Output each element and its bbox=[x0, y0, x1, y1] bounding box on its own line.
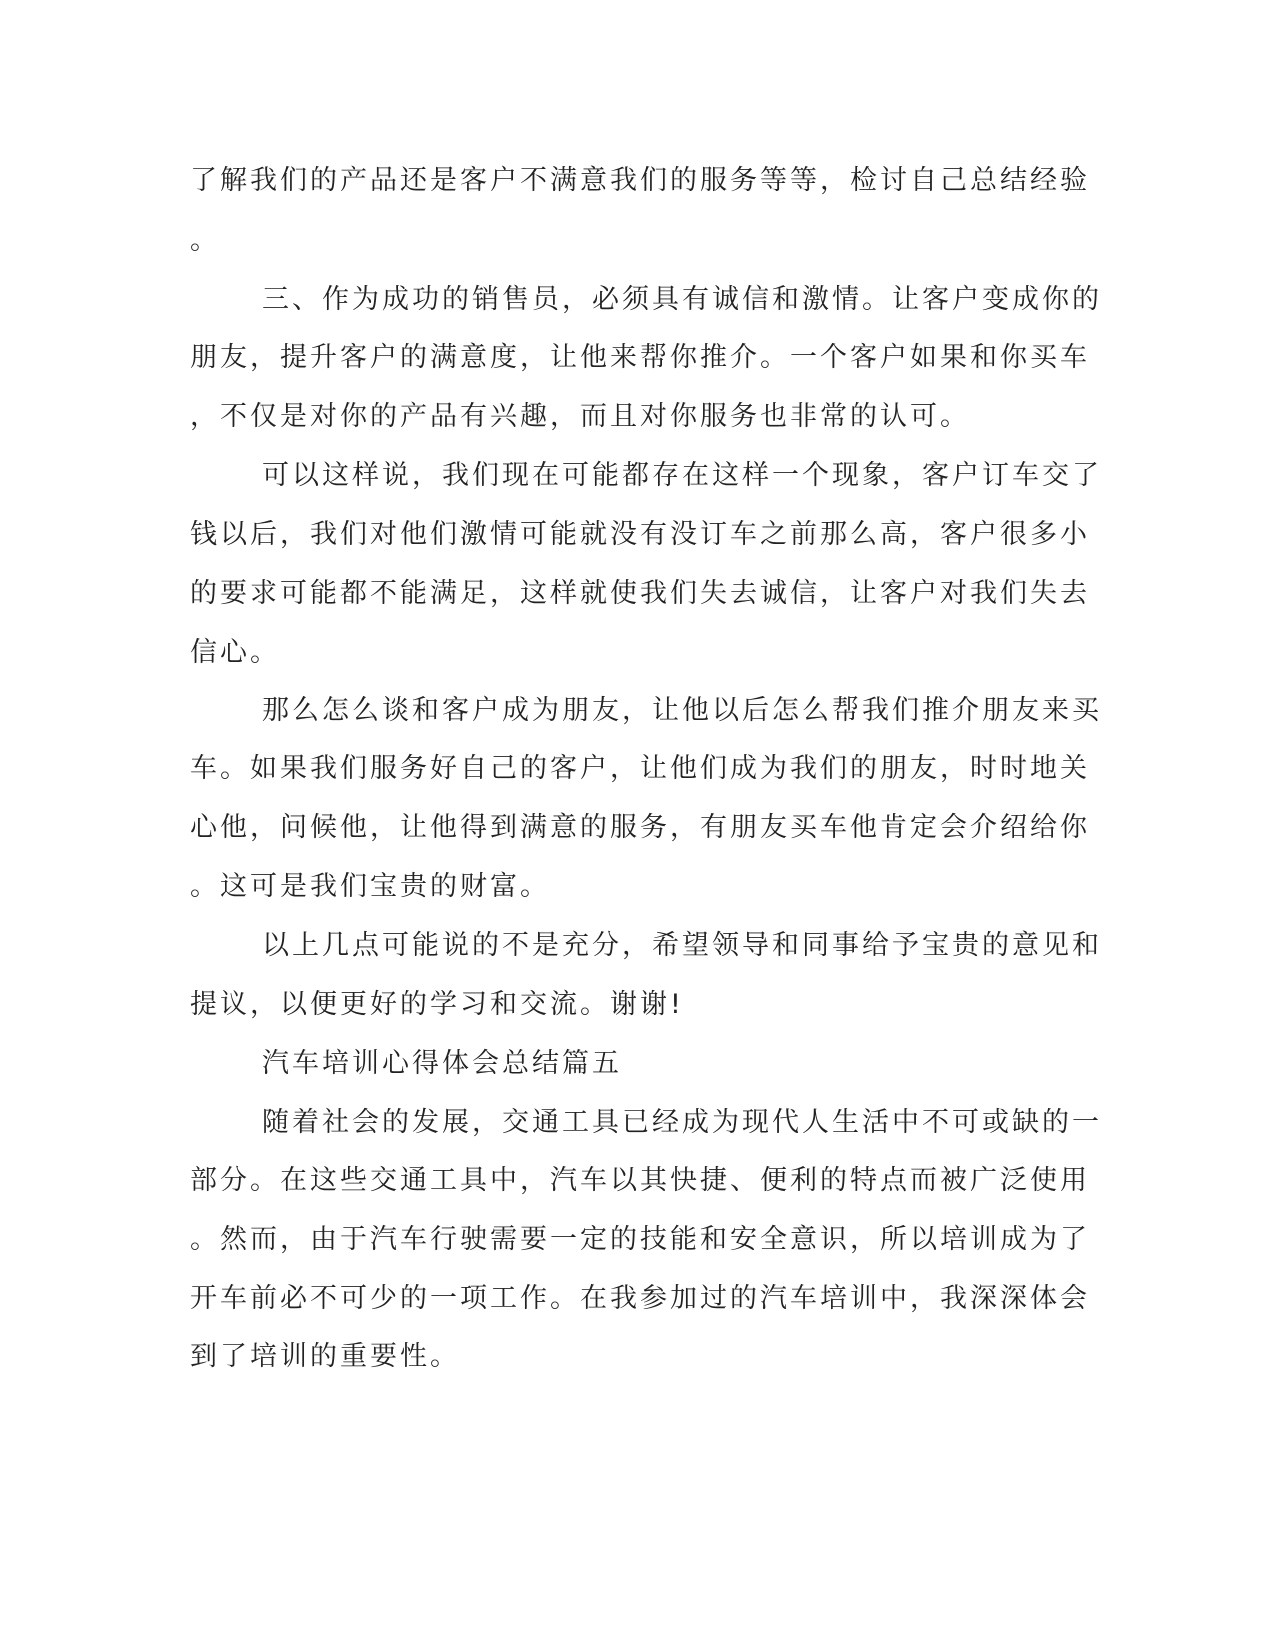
section-heading: 汽车培训心得体会总结篇五 bbox=[262, 1048, 622, 1079]
text-line: 提议，以便更好的学习和交流。谢谢! bbox=[190, 989, 684, 1020]
text-line: 。 bbox=[190, 225, 220, 256]
text-line: 心他，问候他，让他得到满意的服务，有朋友买车他肯定会介绍给你 bbox=[190, 812, 1090, 843]
text-line: 。这可是我们宝贵的财富。 bbox=[190, 871, 550, 902]
text-line: 部分。在这些交通工具中，汽车以其快捷、便利的特点而被广泛使用 bbox=[190, 1165, 1090, 1196]
text-line: 。然而，由于汽车行驶需要一定的技能和安全意识，所以培训成为了 bbox=[190, 1224, 1090, 1255]
text-line: 钱以后，我们对他们激情可能就没有没订车之前那么高，客户很多小 bbox=[190, 519, 1090, 550]
text-line: 了解我们的产品还是客户不满意我们的服务等等，检讨自己总结经验 bbox=[190, 165, 1090, 196]
text-line: 信心。 bbox=[190, 637, 280, 668]
text-line: 开车前必不可少的一项工作。在我参加过的汽车培训中，我深深体会 bbox=[190, 1283, 1090, 1314]
text-line: ，不仅是对你的产品有兴趣，而且对你服务也非常的认可。 bbox=[190, 401, 970, 432]
text-line: 的要求可能都不能满足，这样就使我们失去诚信，让客户对我们失去 bbox=[190, 578, 1090, 609]
paragraph-start-line: 随着社会的发展，交通工具已经成为现代人生活中不可或缺的一 bbox=[262, 1107, 1102, 1138]
paragraph-start-line: 三、作为成功的销售员，必须具有诚信和激情。让客户变成你的 bbox=[262, 284, 1102, 315]
paragraph-start-line: 那么怎么谈和客户成为朋友，让他以后怎么帮我们推介朋友来买 bbox=[262, 695, 1102, 726]
paragraph-start-line: 以上几点可能说的不是充分，希望领导和同事给予宝贵的意见和 bbox=[262, 930, 1102, 961]
text-line: 朋友，提升客户的满意度，让他来帮你推介。一个客户如果和你买车 bbox=[190, 342, 1090, 373]
text-line: 车。如果我们服务好自己的客户，让他们成为我们的朋友，时时地关 bbox=[190, 753, 1090, 784]
paragraph-start-line: 可以这样说，我们现在可能都存在这样一个现象，客户订车交了 bbox=[262, 460, 1102, 491]
text-line: 到了培训的重要性。 bbox=[190, 1341, 460, 1372]
